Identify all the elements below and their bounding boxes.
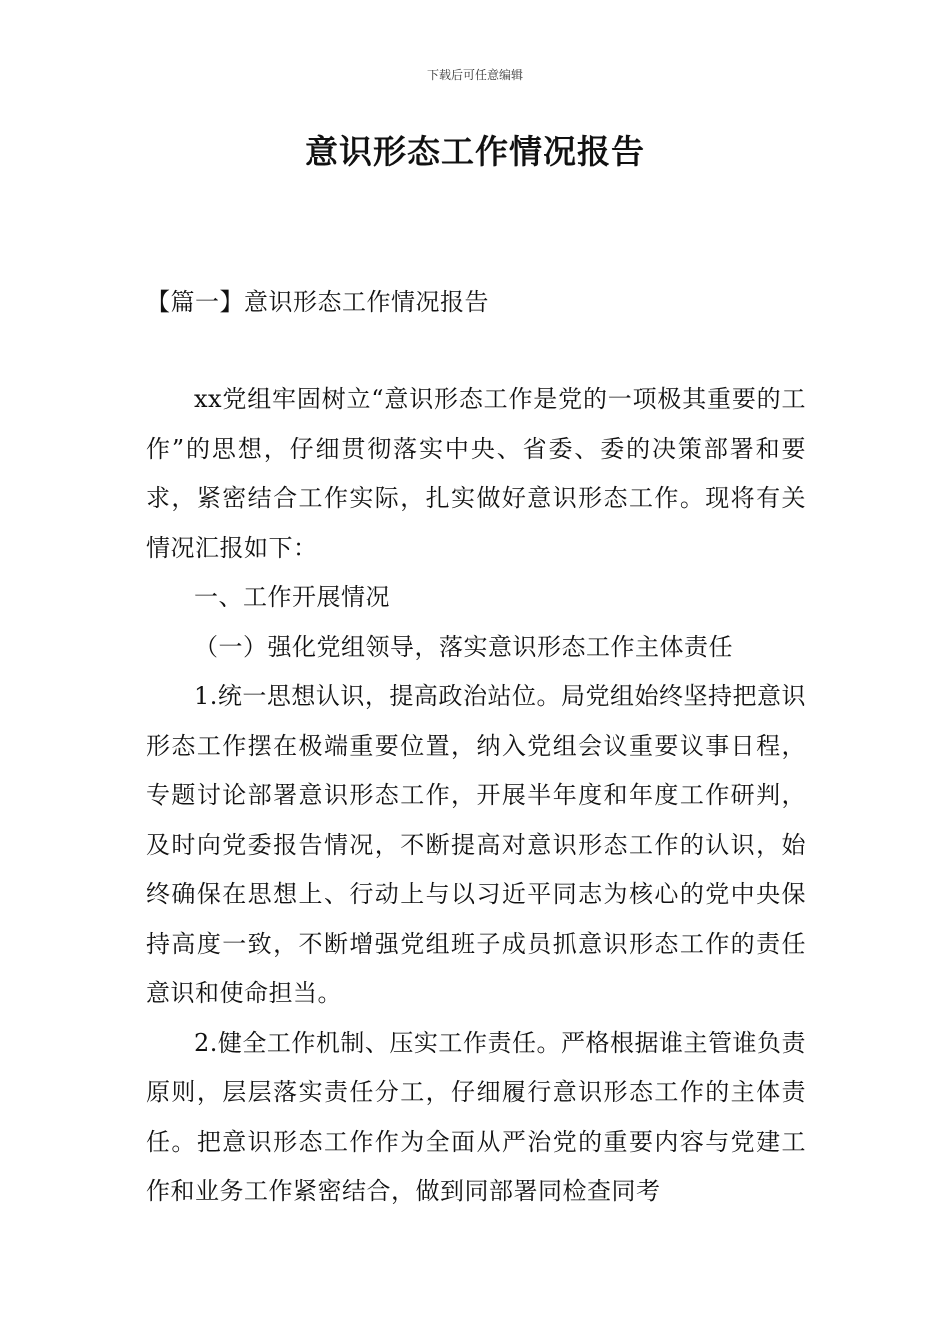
paragraph-item-1: 1.统一思想认识，提高政治站位。局党组始终坚持把意识形态工作摆在极端重要位置，纳入党组会议重要议事日程，专题讨论部署意识形态工作，开展半年度和年度工作研判，及时向党委报告情况，不断提高对意识形态工作的认识，始终确保在思想上、行动上与以习近平同志为核心的党中央保持高度一致，不断增强党组班子成员抓意识形态工作的责任意识和使命担当。 <box>146 682 806 1007</box>
document-body <box>146 375 806 1217</box>
paragraph-intro: xx党组牢固树立“意识形态工作是党的一项极其重要的工作”的思想，仔细贯彻落实中央、省委、委的决策部署和要求，紧密结合工作实际，扎实做好意识形态工作。现将有关情况汇报如下： <box>146 385 806 562</box>
document-title: 意识形态工作情况报告 <box>305 132 645 171</box>
paragraph-item-2: 2.健全工作机制、压实工作责任。严格根据谁主管谁负责原则，层层落实责任分工，仔细履行意识形态工作的主体责任。把意识形态工作作为全面从严治党的重要内容与党建工作和业务工作紧密结合，做到同部署同检查同考 <box>146 1028 806 1205</box>
section-heading: 【篇一】意识形态工作情况报告 <box>146 288 489 316</box>
header-note: 下载后可任意编辑 <box>426 68 523 82</box>
subheading-party-leadership: （一）强化党组领导，落实意识形态工作主体责任 <box>194 632 733 661</box>
heading-work-status: 一、工作开展情况 <box>194 583 390 611</box>
